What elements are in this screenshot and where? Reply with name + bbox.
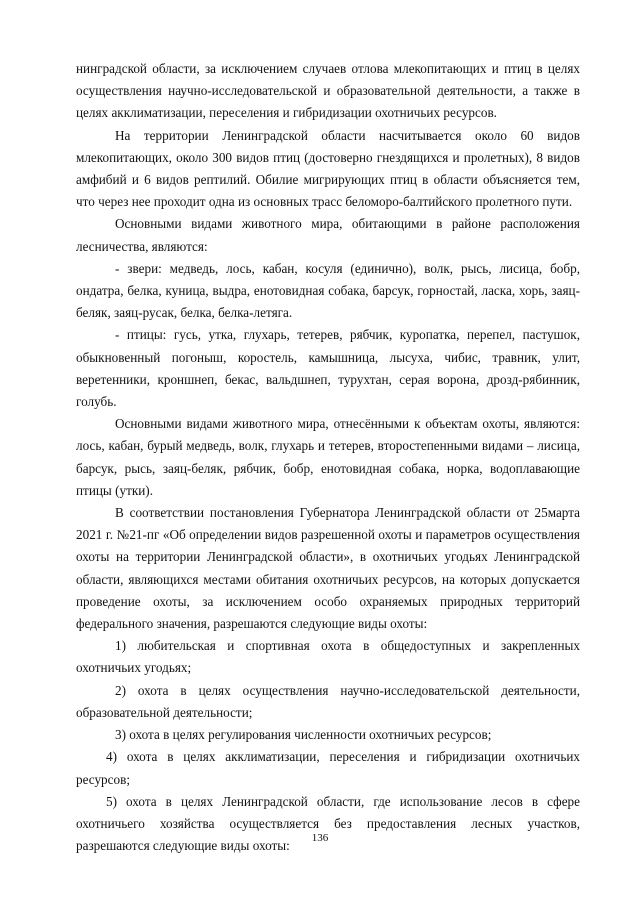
page-number: 136 (311, 832, 329, 844)
paragraph-continuation: нинградской области, за исключением случаев отлова млекопитающих и птиц в целях осуществления научно-исследовательской и образовательной деятельности, а также в целях акклиматизации, переселения и гибридизации охотничьих ресурсов. (76, 61, 580, 121)
list-item-mammals: - звери: медведь, лось, кабан, косуля (единично), волк, рысь, лисица, бобр, ондатра, белка, куница, выдра, енотовидная собака, барсук, горностай, ласка, хорь, заяц-беляк, заяц-русак, белка, белка-летяга. (76, 260, 580, 321)
list-item-hunting-type-2: 2) охота в целях осуществления научно-исследовательской деятельности, образовательной деятельности; (76, 682, 580, 720)
list-item-hunting-type-3: 3) охота в целях регулирования численности охотничьих ресурсов; (115, 727, 492, 743)
list-item-hunting-type-4: 4) охота в целях акклиматизации, переселения и гибридизации охотничьих ресурсов; (76, 749, 580, 787)
list-item-hunting-type-1: 1) любительская и спортивная охота в общедоступных и закрепленных охотничьих угодьях; (76, 638, 580, 676)
list-item-hunting-type-5: 5) охота в целях Ленинградской области, где использование лесов в сфере охотничьего хозяйства осуществляется без предоставления лесных участков, разрешаются следующие виды охоты: (76, 793, 580, 854)
list-item-birds: - птицы: гусь, утка, глухарь, тетерев, рябчик, куропатка, перепел, пастушок, обыкновенный погоныш, коростель, камышница, лысуха, чибис, травник, улит, веретенники, кроншнеп, бекас, вальдшнеп, турухтан, серая ворона, дрозд-рябинник, голубь. (76, 327, 580, 410)
paragraph-main-species-intro: Основными видами животного мира, обитающими в районе расположения лесничества, являются: (76, 216, 580, 254)
paragraph-governor-decree: В соответствии постановления Губернатора Ленинградской области от 25марта 2021 г. №21-пг «Об определении видов разрешенной охоты и параметров осуществления охоты на территории Ленинградской области», в охотничьих угодьях Ленинградской области, являющихся местами обитания охотничьих ресурсов, на которых допускается проведение охоты, за исключением особо охраняемых природных территорий федерального значения, разрешаются следующие виды охоты: (76, 505, 580, 632)
paragraph-species-count: На территории Ленинградской области насчитывается около 60 видов млекопитающих, около 300 видов птиц (достоверно гнездящихся и пролетных), 8 видов амфибий и 6 видов рептилий. Обилие мигрирующих птиц в области объясняется тем, что через нее проходит одна из основных трасс беломоро-балтийского пролетного пути. (76, 127, 580, 210)
body-text (76, 58, 580, 857)
paragraph-hunting-objects: Основными видами животного мира, отнесёнными к объектам охоты, являются: лось, кабан, бурый медведь, волк, глухарь и тетерев, второстепенными видами – лисица, барсук, рысь, заяц-беляк, рябчик, бобр, енотовидная собака, норка, водоплавающие птицы (утки). (76, 416, 580, 498)
